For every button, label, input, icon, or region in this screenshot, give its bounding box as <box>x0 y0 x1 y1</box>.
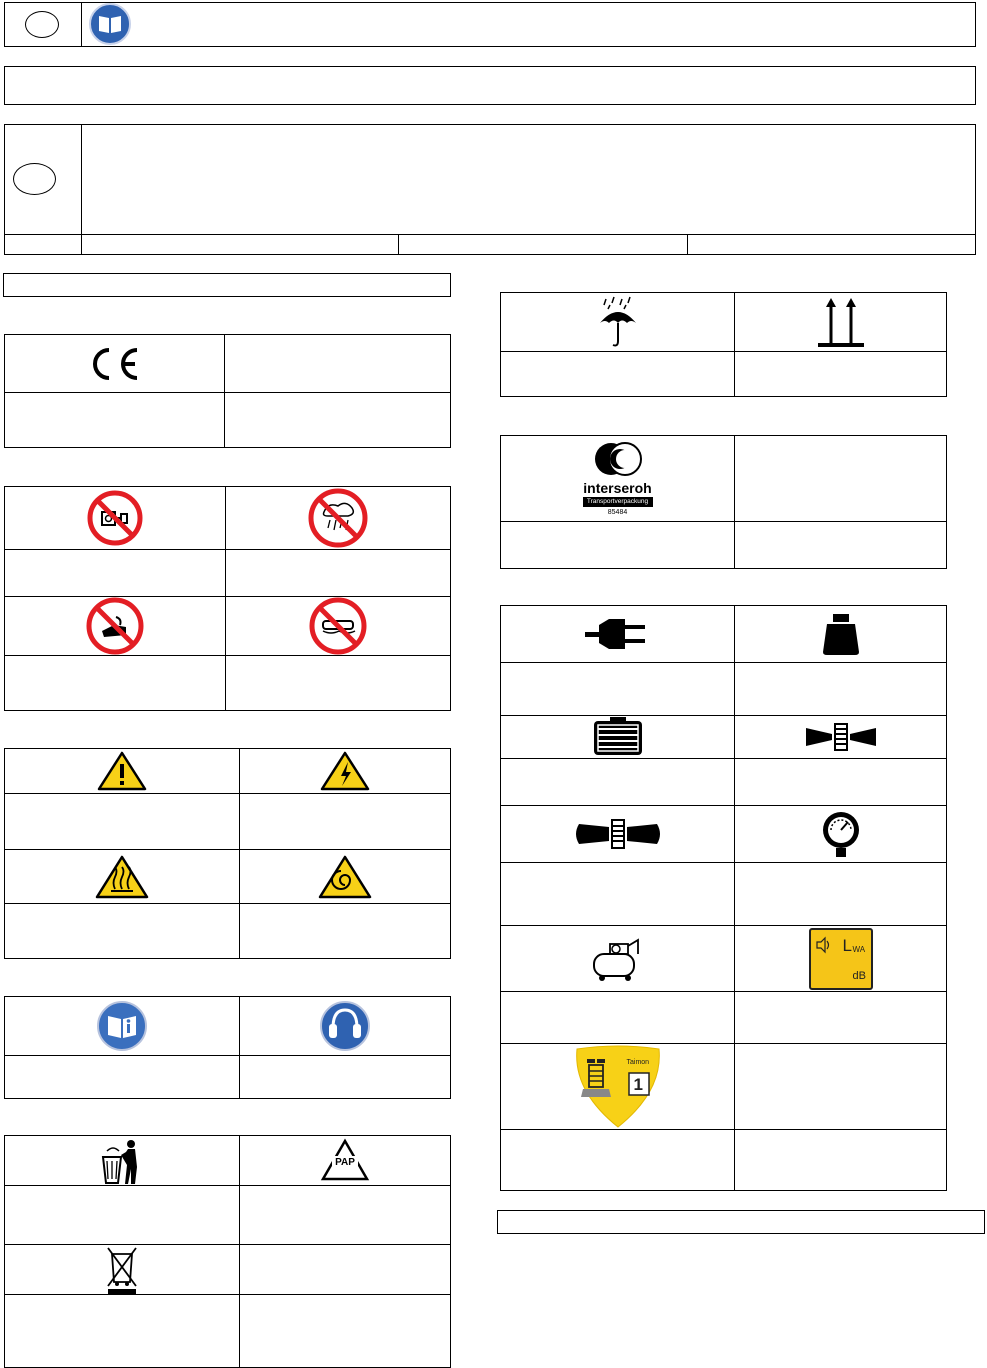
lwa-cell <box>735 926 947 992</box>
mandatory-table <box>4 996 451 1099</box>
recy-label-2 <box>735 522 947 569</box>
env-label-1 <box>5 1186 240 1245</box>
plug-icon <box>585 615 651 653</box>
prohib-label-1 <box>5 550 226 597</box>
no-spray-icon <box>308 488 368 548</box>
environment-table <box>4 1135 451 1368</box>
ce-desc <box>225 335 451 393</box>
read-manual-icon <box>88 2 132 46</box>
tech-label-6 <box>735 863 947 926</box>
recycling-table <box>500 435 947 569</box>
env-label-4 <box>240 1295 451 1368</box>
pressure-in-icon <box>806 722 876 752</box>
tech-label-1 <box>501 663 735 716</box>
lwa-l: L <box>842 935 852 955</box>
intro-div-2 <box>398 234 399 255</box>
interseroh-code: 85484 <box>607 508 628 516</box>
env-label-2 <box>240 1186 451 1245</box>
warn-auto-cell <box>240 850 451 904</box>
warning-table <box>4 748 451 959</box>
lwa-sub: WA <box>852 944 866 954</box>
tech-label-5 <box>501 863 735 926</box>
no-air-gun-icon <box>309 597 367 655</box>
dispose-trash-cell <box>5 1136 240 1186</box>
this-side-up-icon <box>816 295 866 349</box>
warning-general-icon <box>97 751 147 791</box>
plug-cell <box>501 606 735 663</box>
tech-label-10 <box>735 1130 947 1191</box>
warn-electric-cell <box>240 749 451 794</box>
ce-table <box>4 334 451 448</box>
weee-cell <box>5 1245 240 1295</box>
info-manual-cell <box>5 997 240 1056</box>
gauge-cell <box>735 806 947 863</box>
header-bar <box>4 2 976 47</box>
recy-label-1 <box>501 522 735 569</box>
intro-divider-v <box>81 124 82 255</box>
technical-table <box>500 605 947 1191</box>
no-power-cell <box>5 487 226 550</box>
warn-general-cell <box>5 749 240 794</box>
pap-recycle-icon <box>319 1137 371 1185</box>
ce-label <box>5 393 225 448</box>
no-air-gun-cell <box>226 597 451 656</box>
pap-text: PAP <box>335 1156 355 1168</box>
prohibition-table <box>4 486 451 711</box>
ce-mark-icon <box>85 344 145 384</box>
weee-bin-icon <box>104 1246 140 1294</box>
env-label-3 <box>5 1295 240 1368</box>
section-footer-right <box>497 1210 985 1234</box>
taimon-text: Taimon <box>626 1058 650 1066</box>
no-hand-icon <box>86 597 144 655</box>
pressure-in-cell <box>735 716 947 759</box>
warn-label-3 <box>5 904 240 959</box>
no-spray-cell <box>226 487 451 550</box>
section-title-left <box>3 273 451 297</box>
title-bar <box>4 66 976 105</box>
interseroh-sub: Transportverpackung <box>583 497 653 507</box>
up-cell <box>735 293 947 352</box>
taimon-num: 1 <box>633 1074 643 1094</box>
tech-label-4 <box>735 759 947 806</box>
warn-hot-cell <box>5 850 240 904</box>
mand-label-1 <box>5 1056 240 1099</box>
language-badge <box>25 11 59 38</box>
prohib-label-2 <box>226 550 451 597</box>
pressure-out-cell <box>501 806 735 863</box>
lwa-db: dB <box>852 969 866 982</box>
lwa-noise-icon <box>809 928 873 990</box>
taimon-icon <box>573 1045 663 1129</box>
pressure-out-icon <box>573 817 663 851</box>
motor-icon <box>588 717 648 757</box>
compressor-icon <box>590 934 646 984</box>
no-power-icon <box>87 490 143 546</box>
warn-label-2 <box>240 794 451 850</box>
prohib-label-3 <box>5 656 226 711</box>
weight-cell <box>735 606 947 663</box>
warning-electric-icon <box>320 751 370 791</box>
header-divider <box>81 2 82 47</box>
tech-label-9 <box>501 1130 735 1191</box>
ear-protection-icon <box>319 1000 371 1052</box>
tech-desc <box>735 1044 947 1130</box>
taimon-cell <box>501 1044 735 1130</box>
intro-block <box>4 124 976 255</box>
packaging-table <box>500 292 947 397</box>
compressor-cell <box>501 926 735 992</box>
keep-dry-icon <box>596 295 640 349</box>
pack-label-1 <box>501 352 735 397</box>
intro-div-3 <box>687 234 688 255</box>
tech-label-7 <box>501 992 735 1044</box>
info-manual-icon <box>96 1000 148 1052</box>
tech-label-3 <box>501 759 735 806</box>
no-hand-cell <box>5 597 226 656</box>
ce-label-2 <box>225 393 451 448</box>
prohib-label-4 <box>226 656 451 711</box>
mand-label-2 <box>240 1056 451 1099</box>
dispose-trash-icon <box>97 1137 147 1185</box>
env-empty <box>240 1245 451 1295</box>
ear-protection-cell <box>240 997 451 1056</box>
warn-label-1 <box>5 794 240 850</box>
weight-icon <box>821 612 861 656</box>
pack-label-2 <box>735 352 947 397</box>
gauge-icon <box>819 810 863 858</box>
recy-desc <box>735 436 947 522</box>
motor-cell <box>501 716 735 759</box>
intro-divider-h <box>4 234 976 235</box>
language-badge-2 <box>13 163 56 195</box>
warn-label-4 <box>240 904 451 959</box>
keep-dry-cell <box>501 293 735 352</box>
ce-cell <box>5 335 225 393</box>
tech-label-2 <box>735 663 947 716</box>
tech-label-8 <box>735 992 947 1044</box>
interseroh-text: interseroh <box>583 479 652 496</box>
warning-hot-icon <box>95 855 149 899</box>
interseroh-logo-icon <box>573 441 663 517</box>
warning-auto-start-icon <box>318 855 372 899</box>
pap-cell <box>240 1136 451 1186</box>
interseroh-cell <box>501 436 735 522</box>
